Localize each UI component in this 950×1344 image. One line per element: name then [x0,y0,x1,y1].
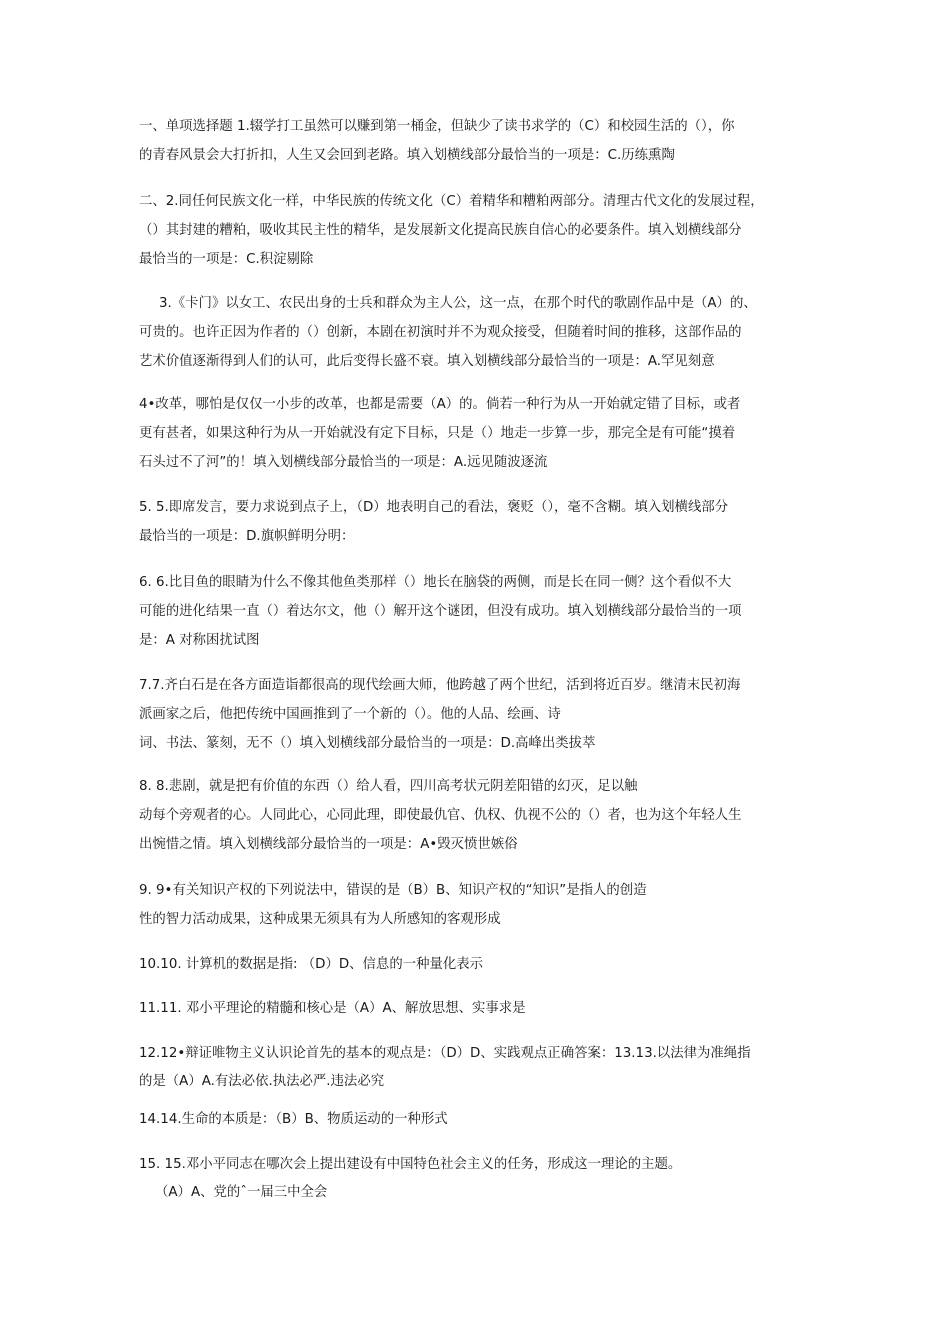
question-9-line-2: 性的智力活动成果，这种成果无须具有为人所感知的客观形成 [139,912,501,927]
question-3-line-1: 3.《卡门》以女工、农民出身的士兵和群众为主人公，这一点，在那个时代的歌剧作品中是（A）的、 [159,296,757,311]
question-14-line-1: 14.14.生命的本质是：（B）B、物质运动的一种形式 [139,1112,448,1127]
question-8-line-1: 8. 8.悲剧，就是把有价值的东西（）给人看，四川高考状元阴差阳错的幻灭，足以触 [139,779,638,794]
question-12-line-1: 12.12•辩证唯物主义认识论首先的基本的观点是：（D）D、实践观点正确答案：13.13.以法律为准绳指 [139,1046,751,1061]
question-15-line-2: （A）A、党的ˆ一届三中全会 [155,1185,328,1200]
question-2-line-3: 最恰当的一项是：C.积淀剔除 [139,252,314,267]
question-1-line-1: 一、单项选择题 1.辍学打工虽然可以赚到第一桶金，但缺少了读书求学的（C）和校园生活的（），你 [139,119,735,134]
question-7-line-3: 词、书法、篆刻，无不（）填入划横线部分最恰当的一项是：D.高峰出类拔萃 [139,736,596,751]
question-3-line-2: 可贵的。也许正因为作者的（）创新，本剧在初演时并不为观众接受，但随着时间的推移，这部作品的 [139,325,742,340]
question-15-line-1: 15. 15.邓小平同志在哪次会上提出建设有中国特色社会主义的任务，形成这一理论的主题。 [139,1157,682,1172]
question-4-line-2: 更有甚者，如果这种行为从一开始就没有定下目标，只是（）地走一步算一步，那完全是有可能“摸着 [139,426,736,441]
question-5-line-2: 最恰当的一项是：D.旗帜鲜明分明： [139,529,355,544]
question-8-line-2: 动每个旁观者的心。人同此心，心同此理，即使最仇官、仇权、仇视不公的（）者，也为这个年轻人生 [139,808,742,823]
question-11-line-1: 11.11. 邓小平理论的精髓和核心是（A）A、解放思想、实事求是 [139,1001,526,1016]
question-6-line-2: 可能的进化结果一直（）着达尔文，他（）解开这个谜团，但没有成功。填入划横线部分最恰当的一项 [139,604,742,619]
question-2-line-1: 二、2.同任何民族文化一样，中华民族的传统文化（C）着精华和糟粕两部分。清理古代文化的发展过程， [139,194,764,209]
question-2-line-2: （）其封建的糟粕，吸收其民主性的精华，是发展新文化提高民族自信心的必要条件。填入划横线部分 [139,223,742,238]
question-12-line-2: 的是（A）A.有法必依.执法必严.违法必究 [139,1074,385,1089]
question-8-line-3: 出惋惜之情。填入划横线部分最恰当的一项是：A•毁灭愤世嫉俗 [139,837,518,852]
question-6-line-1: 6. 6.比目鱼的眼睛为什么不像其他鱼类那样（）地长在脑袋的两侧，而是长在同一侧？这个看似不大 [139,575,732,590]
question-7-line-1: 7.7.齐白石是在各方面造诣都很高的现代绘画大师，他跨越了两个世纪，活到将近百岁。继清末民初海 [139,678,741,693]
question-1-line-2: 的青春风景会大打折扣，人生又会回到老路。填入划横线部分最恰当的一项是：C.历练熏陶 [139,148,675,163]
question-4-line-1: 4•改革，哪怕是仅仅一小步的改革，也都是需要（A）的。倘若一种行为从一开始就定错了目标，或者 [139,397,741,412]
question-9-line-1: 9. 9•有关知识产权的下列说法中，错误的是（B）B、知识产权的“知识”是指人的创造 [139,883,647,898]
question-7-line-2: 派画家之后，他把传统中国画推到了一个新的（）。他的人品、绘画、诗 [139,707,561,722]
question-3-line-3: 艺术价值逐渐得到人们的认可，此后变得长盛不衰。填入划横线部分最恰当的一项是：A.罕见刻意 [139,354,715,369]
question-6-line-3: 是：A 对称困扰试图 [139,633,260,648]
question-4-line-3: 石头过不了河”的！填入划横线部分最恰当的一项是：A.远见随波逐流 [139,455,548,470]
question-10-line-1: 10.10. 计算机的数据是指: （D）D、信息的一种量化表示 [139,957,484,972]
question-5-line-1: 5. 5.即席发言，要力求说到点子上，（D）地表明自己的看法，褒贬（），毫不含糊。填入划横线部分 [139,500,729,515]
